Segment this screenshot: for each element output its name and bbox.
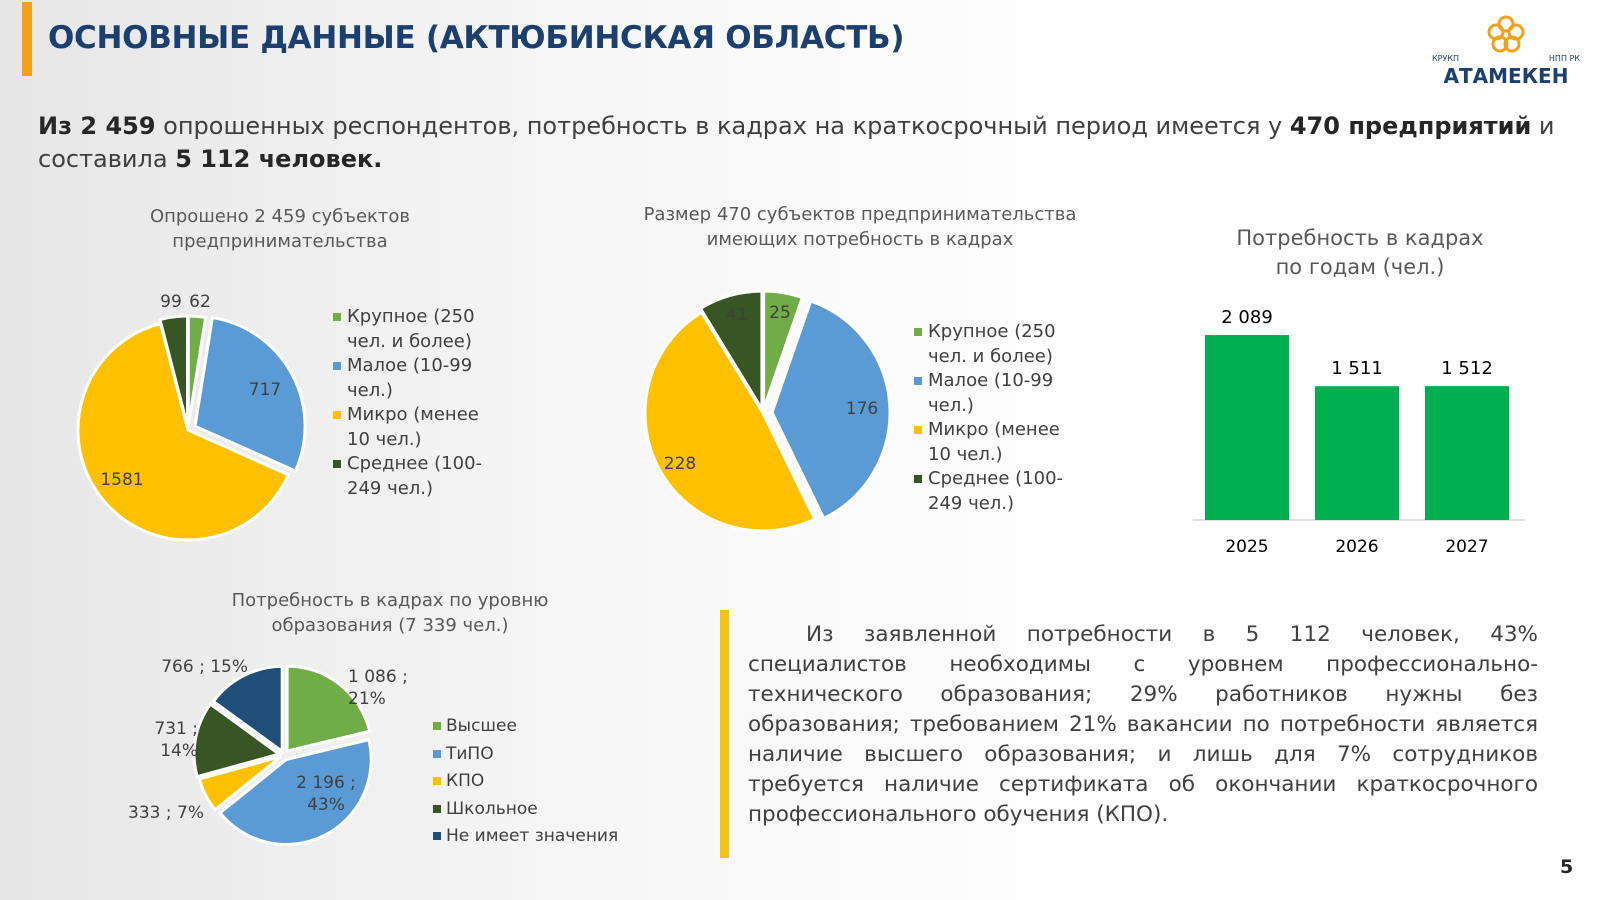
summary-text-part: опрошенных респондентов, потребность в кадрах на краткосрочный период имеется у <box>155 112 1290 140</box>
bar-data-label: 1 512 <box>1441 358 1493 380</box>
chart-title-line: Потребность в кадрах по уровню <box>231 590 549 611</box>
legend-swatch <box>333 362 341 370</box>
logo <box>1432 14 1580 94</box>
legend-item <box>914 369 1114 418</box>
legend-label: чел.) <box>928 394 974 416</box>
legend-label: ТиПО <box>446 743 494 764</box>
chart-by-education-title <box>190 588 590 638</box>
legend-item <box>914 467 1114 516</box>
legend-label: Не имеет значения <box>446 826 619 846</box>
legend-swatch <box>433 722 441 730</box>
chart-surveyed-legend <box>333 305 533 501</box>
chart-title-line: образования (7 339 чел.) <box>271 615 509 636</box>
chart-by-year-bars <box>1185 290 1535 570</box>
pie-data-label: 228 <box>663 454 697 474</box>
chart-with-need-title <box>610 202 1110 252</box>
bar-data-label: 1 511 <box>1331 358 1383 380</box>
summary-text-part: и составила <box>38 112 1555 173</box>
legend-swatch <box>333 313 341 321</box>
bar <box>1315 386 1399 520</box>
legend-label: Высшее <box>446 716 517 736</box>
legend-item <box>333 354 533 403</box>
legend-swatch <box>914 377 922 385</box>
legend-label: 249 чел.) <box>347 477 434 499</box>
summary-respondents: Из 2 459 <box>38 112 156 140</box>
legend-item <box>333 452 533 501</box>
legend-swatch <box>433 750 441 758</box>
legend-swatch <box>914 426 922 434</box>
legend-item <box>433 823 633 851</box>
legend-item <box>914 320 1114 369</box>
chart-title-line: по годам (чел.) <box>1275 255 1445 279</box>
logo-right-caption: НПП РК <box>1548 54 1580 63</box>
pie-data-label: 62 <box>189 292 211 312</box>
chart-by-education-pie <box>100 650 430 870</box>
legend-label: Среднее (100- <box>928 468 1064 489</box>
pie-data-label: 1581 <box>100 470 144 490</box>
legend-swatch <box>914 475 922 483</box>
pie-data-label: 1 086 ; 21% <box>348 667 408 709</box>
page-number: 5 <box>1560 856 1574 878</box>
legend-swatch <box>433 777 441 785</box>
atameken-flower-icon <box>1432 14 1580 58</box>
x-tick-label: 2025 <box>1225 537 1269 557</box>
legend-label: Малое (10-99 <box>928 370 1054 391</box>
legend-item <box>333 305 533 354</box>
x-tick-label: 2027 <box>1445 537 1489 557</box>
bar <box>1205 335 1289 520</box>
pie-data-label: 717 <box>248 380 282 400</box>
legend-label: Среднее (100- <box>347 453 483 474</box>
legend-label: 249 чел.) <box>928 492 1015 514</box>
accent-bar <box>22 2 32 76</box>
legend-label: чел. и более) <box>347 330 472 352</box>
summary-enterprises: 470 предприятий <box>1289 112 1532 140</box>
pie-data-label: 99 <box>160 292 182 312</box>
legend-item <box>914 418 1114 467</box>
chart-with-need-pie <box>630 280 900 550</box>
legend-label: Микро (менее <box>347 404 479 425</box>
legend-item <box>433 713 633 741</box>
legend-swatch <box>433 805 441 813</box>
chart-by-education-legend <box>433 713 633 851</box>
chart-title-line: Размер 470 субъектов предпринимательства <box>643 204 1077 225</box>
chart-surveyed-pie <box>60 290 330 560</box>
chart-title-line: Потребность в кадрах <box>1236 226 1484 250</box>
pie-data-label: 176 <box>845 399 879 419</box>
conclusion-text: Из заявленной потребности в 5 112 человек, 43% специалистов необходимы с уровнем профессионально-технического образования; 29% работников нужны без образования; требованием 21% вакансии по потребности является наличие высшего образования; и лишь для 7% сотрудников требуется наличие сертификата об окончании краткосрочного профессионального обучения (КПО). <box>748 622 1538 827</box>
legend-label: 10 чел.) <box>347 428 422 450</box>
chart-surveyed-title <box>110 204 450 254</box>
legend-label: чел.) <box>347 379 393 401</box>
logo-left-caption: КРУКП <box>1432 54 1460 63</box>
logo-name: АТАМЕКЕН <box>1443 64 1569 88</box>
legend-swatch <box>433 832 441 840</box>
legend-label: чел. и более) <box>928 345 1053 367</box>
chart-title-line: Опрошено 2 459 субъектов <box>149 206 411 227</box>
legend-label: КПО <box>446 771 485 791</box>
chart-with-need-legend <box>914 320 1114 516</box>
legend-swatch <box>333 460 341 468</box>
summary-text <box>38 110 1583 176</box>
legend-swatch <box>333 411 341 419</box>
pie-data-label: 333 ; 7% <box>128 803 204 823</box>
legend-label: Крупное (250 <box>347 306 475 327</box>
legend-item <box>333 403 533 452</box>
legend-label: Микро (менее <box>928 419 1060 440</box>
legend-item <box>433 768 633 796</box>
pie-data-label: 25 <box>769 303 791 323</box>
legend-item <box>433 741 633 769</box>
pie-data-label: 41 <box>726 305 748 325</box>
pie-data-label: 731 ; 14% <box>154 719 198 761</box>
pie-data-label: 766 ; 15% <box>161 657 248 677</box>
legend-label: Крупное (250 <box>928 321 1056 342</box>
chart-by-year-title <box>1200 224 1520 282</box>
chart-title-line: предпринимательства <box>172 231 388 252</box>
legend-item <box>433 796 633 824</box>
legend-label: Малое (10-99 <box>347 355 473 376</box>
pie-data-label: 2 196 ; 43% <box>296 773 356 815</box>
bar <box>1425 386 1509 520</box>
x-tick-label: 2026 <box>1335 537 1379 557</box>
legend-label: Школьное <box>446 798 538 819</box>
chart-title-line: имеющих потребность в кадрах <box>706 229 1014 250</box>
summary-people: 5 112 человек. <box>175 145 383 173</box>
page-title: ОСНОВНЫЕ ДАННЫЕ (АКТЮБИНСКАЯ ОБЛАСТЬ) <box>48 20 905 56</box>
legend-swatch <box>914 328 922 336</box>
bar-data-label: 2 089 <box>1221 307 1273 328</box>
conclusion-accent-bar <box>720 610 729 858</box>
legend-label: 10 чел.) <box>928 443 1003 465</box>
